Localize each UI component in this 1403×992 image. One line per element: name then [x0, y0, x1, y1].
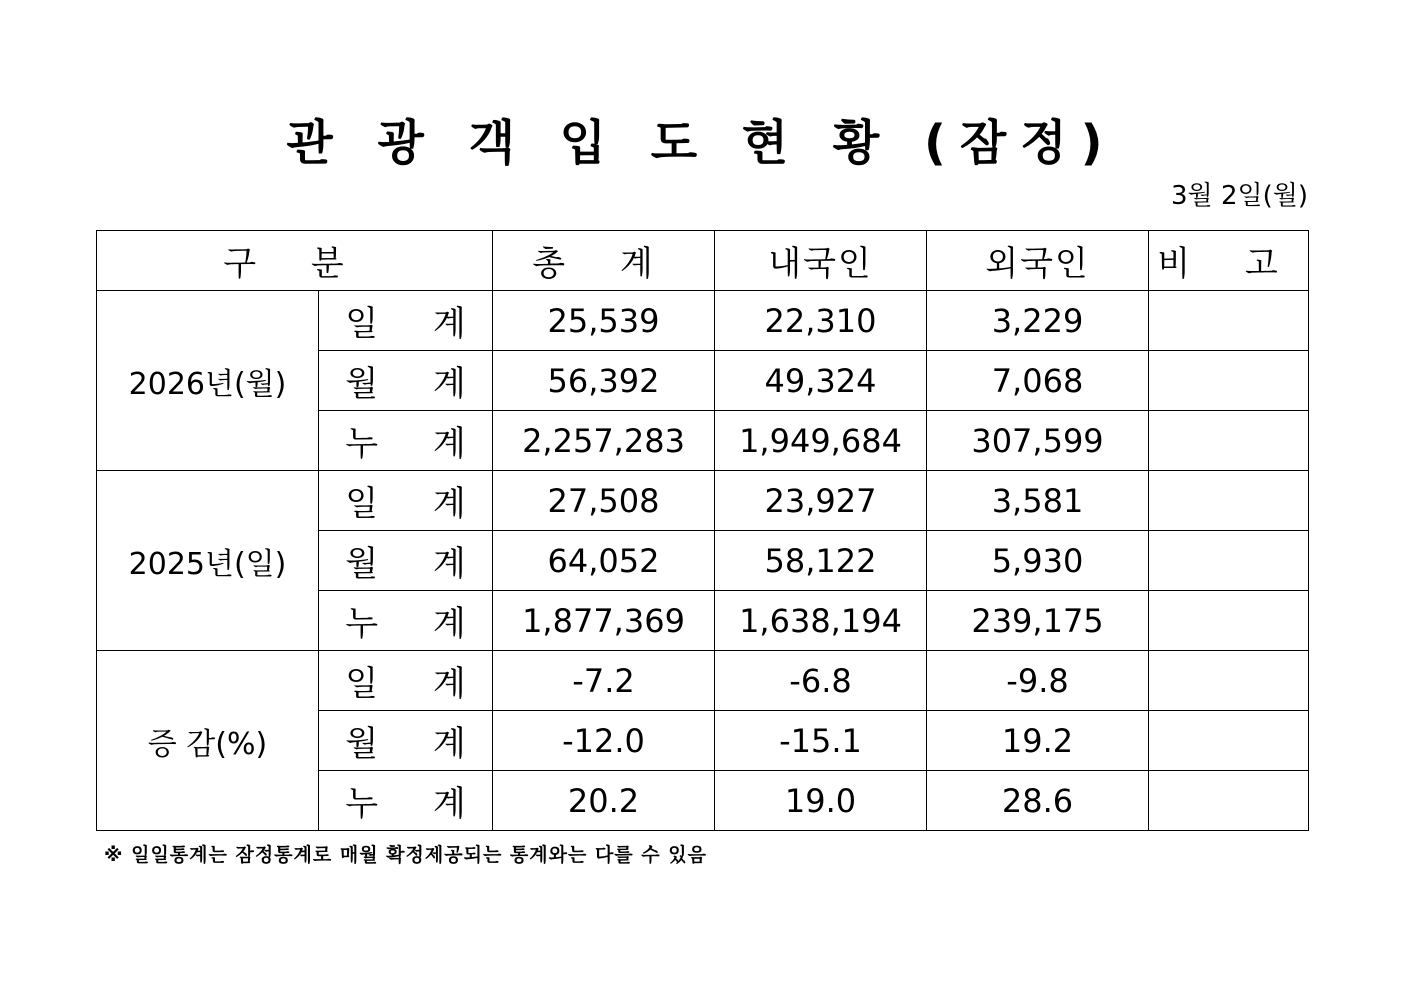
row-label: 누 계 [319, 591, 493, 651]
domestic-cell: -15.1 [715, 711, 927, 771]
row-label: 월 계 [319, 351, 493, 411]
remarks-cell [1149, 531, 1309, 591]
total-cell: -7.2 [493, 651, 715, 711]
foreign-cell: 307,599 [927, 411, 1149, 471]
group-label: 증 감(%) [97, 651, 319, 831]
header-foreign: 외국인 [927, 231, 1149, 291]
page-title: 관 광 객 입 도 현 황 (잠정) [286, 115, 1117, 171]
total-cell: 25,539 [493, 291, 715, 351]
header-remarks: 비 고 [1149, 231, 1309, 291]
remarks-cell [1149, 291, 1309, 351]
foreign-cell: 5,930 [927, 531, 1149, 591]
row-label: 월 계 [319, 711, 493, 771]
remarks-cell [1149, 771, 1309, 831]
domestic-cell: -6.8 [715, 651, 927, 711]
foreign-cell: 19.2 [927, 711, 1149, 771]
header-domestic: 내국인 [715, 231, 927, 291]
remarks-cell [1149, 411, 1309, 471]
domestic-cell: 22,310 [715, 291, 927, 351]
table-header-row [97, 231, 1309, 291]
remarks-cell [1149, 651, 1309, 711]
remarks-cell [1149, 351, 1309, 411]
footnote: ※ 일일통계는 잠정통계로 매월 확정제공되는 통계와는 다를 수 있음 [104, 844, 707, 866]
remarks-cell [1149, 471, 1309, 531]
domestic-cell: 58,122 [715, 531, 927, 591]
domestic-cell: 1,949,684 [715, 411, 927, 471]
total-cell: 56,392 [493, 351, 715, 411]
row-label: 누 계 [319, 771, 493, 831]
domestic-cell: 1,638,194 [715, 591, 927, 651]
total-cell: 1,877,369 [493, 591, 715, 651]
remarks-cell [1149, 591, 1309, 651]
foreign-cell: 3,229 [927, 291, 1149, 351]
domestic-cell: 19.0 [715, 771, 927, 831]
total-cell: 64,052 [493, 531, 715, 591]
foreign-cell: 7,068 [927, 351, 1149, 411]
row-label: 일 계 [319, 651, 493, 711]
remarks-cell [1149, 711, 1309, 771]
row-label: 누 계 [319, 411, 493, 471]
total-cell: 27,508 [493, 471, 715, 531]
foreign-cell: -9.8 [927, 651, 1149, 711]
row-label: 일 계 [319, 291, 493, 351]
domestic-cell: 49,324 [715, 351, 927, 411]
table-row [97, 651, 1309, 711]
domestic-cell: 23,927 [715, 471, 927, 531]
row-label: 일 계 [319, 471, 493, 531]
total-cell: 2,257,283 [493, 411, 715, 471]
report-date: 3월 2일(월) [1171, 181, 1308, 211]
total-cell: 20.2 [493, 771, 715, 831]
header-total: 총 계 [493, 231, 715, 291]
foreign-cell: 239,175 [927, 591, 1149, 651]
group-label: 2026년(월) [97, 291, 319, 471]
table-row [97, 471, 1309, 531]
table-row [97, 291, 1309, 351]
tourist-arrivals-table [96, 230, 1309, 831]
foreign-cell: 28.6 [927, 771, 1149, 831]
foreign-cell: 3,581 [927, 471, 1149, 531]
header-category: 구 분 [97, 231, 493, 291]
total-cell: -12.0 [493, 711, 715, 771]
row-label: 월 계 [319, 531, 493, 591]
group-label: 2025년(일) [97, 471, 319, 651]
